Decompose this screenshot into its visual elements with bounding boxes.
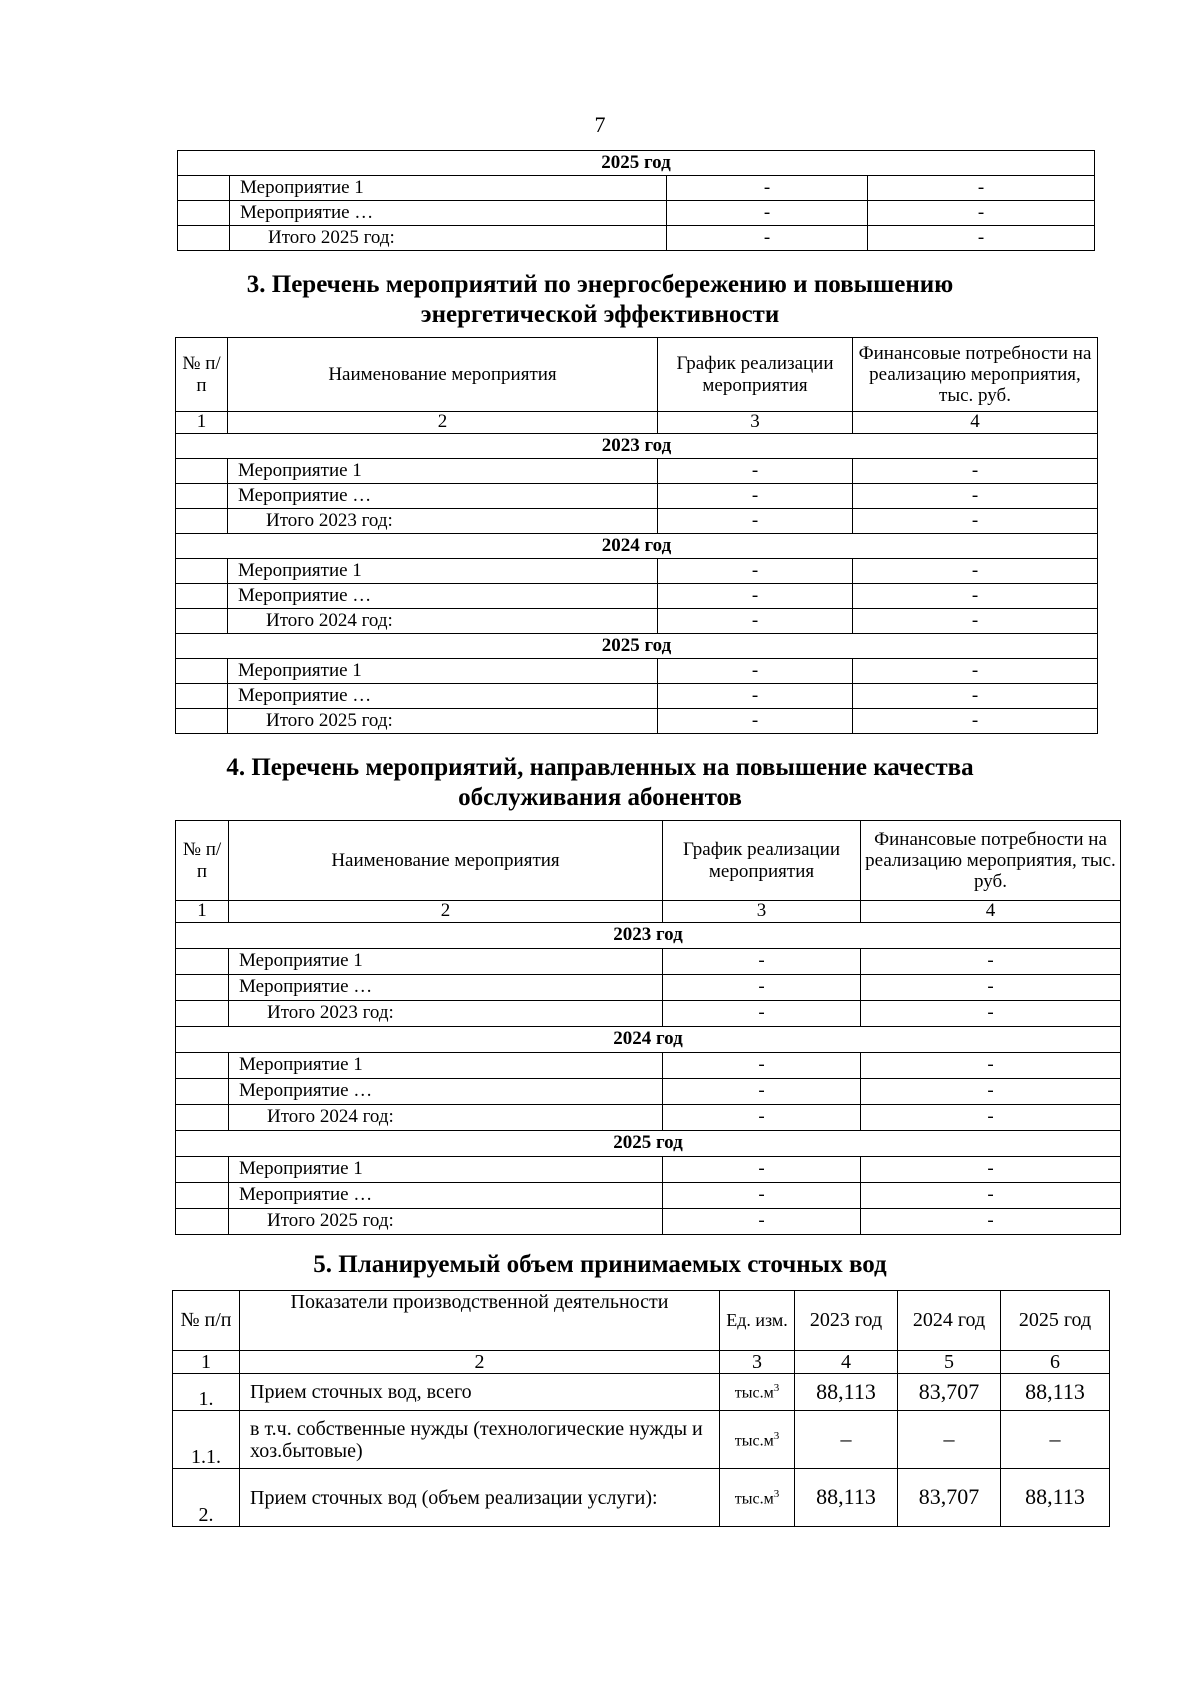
col-header-finance: Финансовые потребности на реализацию мероприятия, тыс. руб. [861,821,1121,901]
table-row: 1. Прием сточных вод, всего $тыс.м^3$ 88,113 83,707 88,113 [173,1374,1110,1411]
total-row: Итого 2023 год: - - [176,509,1098,534]
col-header-name: Наименование мероприятия [228,338,658,412]
section-5-title: 5. Планируемый объем принимаемых сточных вод [313,1251,887,1278]
section-3-title: 3. Перечень мероприятий по энергосбережению и повышению энергетической эффективности [246,271,954,328]
total-row: Итого 2024 год: - - [176,609,1098,634]
column-numbers-row: 1 2 3 4 [176,901,1121,923]
table-row: Мероприятие … - - [176,484,1098,509]
table-row: Мероприятие 1 - - [178,176,1095,201]
year-header: 2025 год [178,151,1095,176]
col-header-indicator: Показатели производственной деятельности [240,1291,720,1351]
table-row: Мероприятие … - - [176,1183,1121,1209]
table-row: Мероприятие 1 - - [176,1157,1121,1183]
col-header-2025: 2025 год [1001,1291,1110,1351]
continuation-table [177,150,1095,251]
total-row: Итого 2025 год: - - [178,226,1095,251]
table-row: Мероприятие 1 - - [176,459,1098,484]
table-row: 2. Прием сточных вод (объем реализации услуги): $тыс.м^3$ 88,113 83,707 88,113 [173,1469,1110,1527]
energy-saving-table [175,337,1098,734]
table-row: Мероприятие … - - [176,1079,1121,1105]
total-row: Итого 2024 год: - - [176,1105,1121,1131]
year-header: 2023 год [176,923,1121,949]
col-header-schedule: График реализации мероприятия [663,821,861,901]
activity-name: Мероприятие 1 [230,176,667,201]
col-header-num: № п/п [173,1291,240,1351]
column-numbers-row: 1 2 3 4 [176,412,1098,434]
table-row: 1.1. в т.ч. собственные нужды (технологические нужды и хоз.бытовые) $тыс.м^3$ – – – [173,1411,1110,1469]
table-row: Мероприятие 1 - - [176,659,1098,684]
total-row: Итого 2025 год: - - [176,1209,1121,1235]
service-quality-table [175,820,1121,1235]
year-header: 2025 год [176,1131,1121,1157]
year-header: 2024 год [176,1027,1121,1053]
table-row: Мероприятие … - - [176,975,1121,1001]
table-row: Мероприятие 1 - - [176,559,1098,584]
year-header: 2025 год [176,634,1098,659]
activity-name: Мероприятие … [230,201,667,226]
section-4-title: 4. Перечень мероприятий, направленных на повышение качества обслуживания абонентов [226,754,974,811]
col-header-2024: 2024 год [898,1291,1001,1351]
total-label: Итого 2025 год: [230,226,667,251]
column-numbers-row: 1 2 3 4 5 6 [173,1351,1110,1374]
col-header-name: Наименование мероприятия [229,821,663,901]
table-row: Мероприятие 1 - - [176,949,1121,975]
year-header: 2024 год [176,534,1098,559]
table-row: Мероприятие … - - [178,201,1095,226]
total-row: Итого 2025 год: - - [176,709,1098,734]
total-row: Итого 2023 год: - - [176,1001,1121,1027]
col-header-unit: Ед. изм. [720,1291,795,1351]
col-header-schedule: График реализации мероприятия [658,338,853,412]
wastewater-volume-table [172,1290,1110,1527]
year-header: 2023 год [176,434,1098,459]
page-number: 7 [594,112,606,137]
col-header-finance: Финансовые потребности на реализацию мероприятия, тыс. руб. [853,338,1098,412]
table-row: Мероприятие … - - [176,684,1098,709]
col-header-2023: 2023 год [795,1291,898,1351]
table-row: Мероприятие … - - [176,584,1098,609]
table-row: Мероприятие 1 - - [176,1053,1121,1079]
col-header-num: № п/п [176,338,228,412]
col-header-num: № п/п [176,821,229,901]
